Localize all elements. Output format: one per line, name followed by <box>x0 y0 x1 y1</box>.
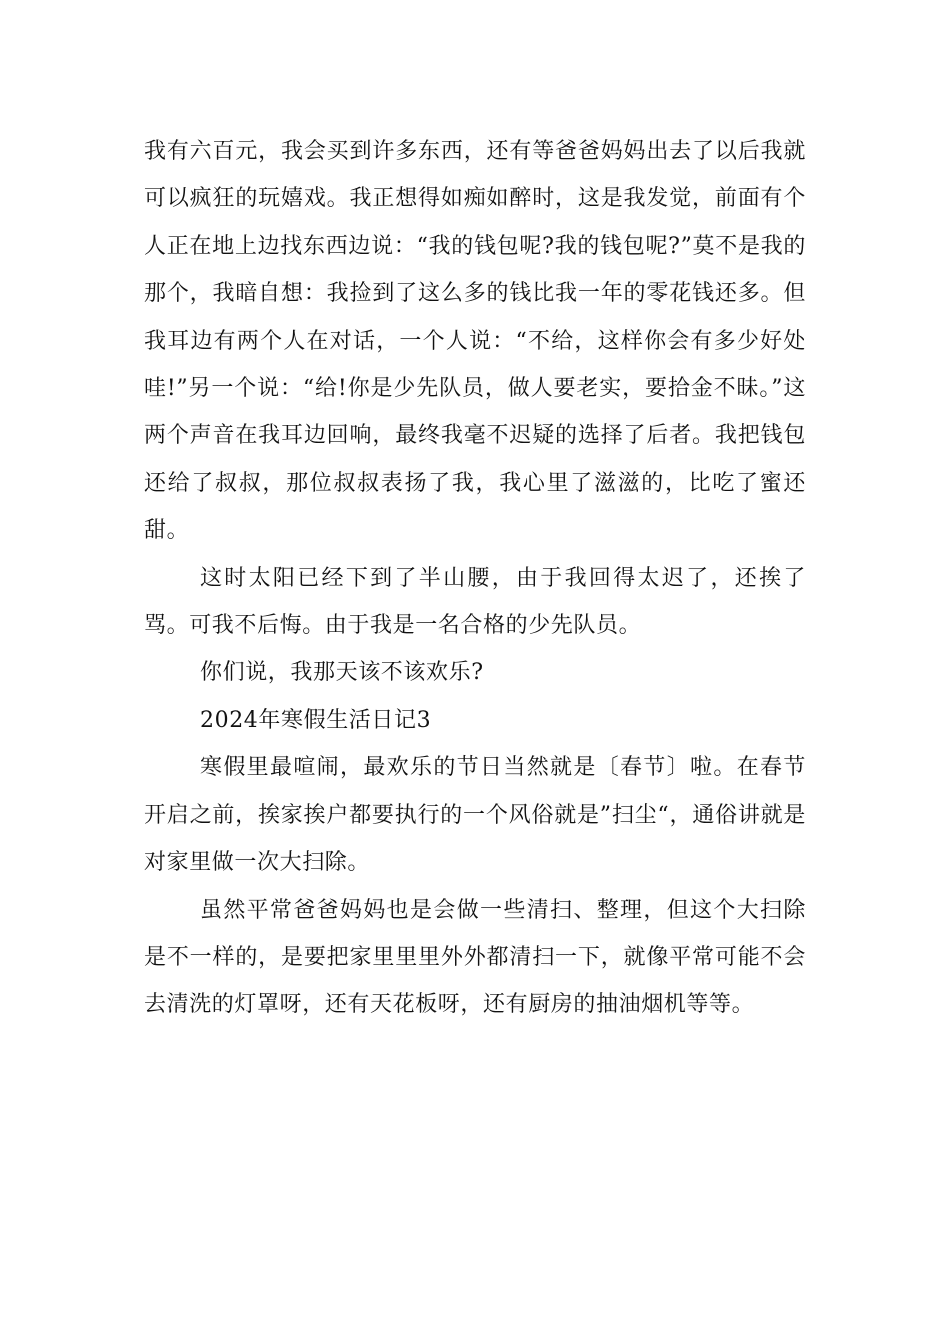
paragraph-6: 虽然平常爸爸妈妈也是会做一些清扫、整理，但这个大扫除是不一样的，是要把家里里里外外都清扫一下，就像平常可能不会去清洗的灯罩呀，还有天花板呀，还有厨房的抽油烟机等等。 <box>144 897 806 1018</box>
paragraph-1: 我有六百元，我会买到许多东西，还有等爸爸妈妈出去了以后我就可以疯狂的玩嬉戏。我正想得如痴如醉时，这是我发觉，前面有个人正在地上边找东西边说：“我的钱包呢?我的钱包呢?”莫不是我的那个，我暗自想：我捡到了这么多的钱比我一年的零花钱还多。但我耳边有两个人在对话，一个人说：“不给，这样你会有多少好处哇!”另一个说：“给!你是少先队员，做人要老实，要拾金不昧。”这两个声音在我耳边回响，最终我毫不迟疑的选择了后者。我把钱包还给了叔叔，那位叔叔表扬了我，我心里了滋滋的，比吃了蜜还甜。 <box>144 139 806 544</box>
section-heading: 2024年寒假生活日记3 <box>200 707 432 733</box>
paragraph-3: 你们说，我那天该不该欢乐? <box>200 660 484 686</box>
document-body <box>144 128 806 1029</box>
paragraph-5: 寒假里最喧闹，最欢乐的节日当然就是〔春节〕啦。在春节开启之前，挨家挨户都要执行的一个风俗就是”扫尘“，通俗讲就是对家里做一次大扫除。 <box>144 755 806 876</box>
paragraph-2: 这时太阳已经下到了半山腰，由于我回得太迟了，还挨了骂。可我不后悔。由于我是一名合格的少先队员。 <box>144 565 806 639</box>
